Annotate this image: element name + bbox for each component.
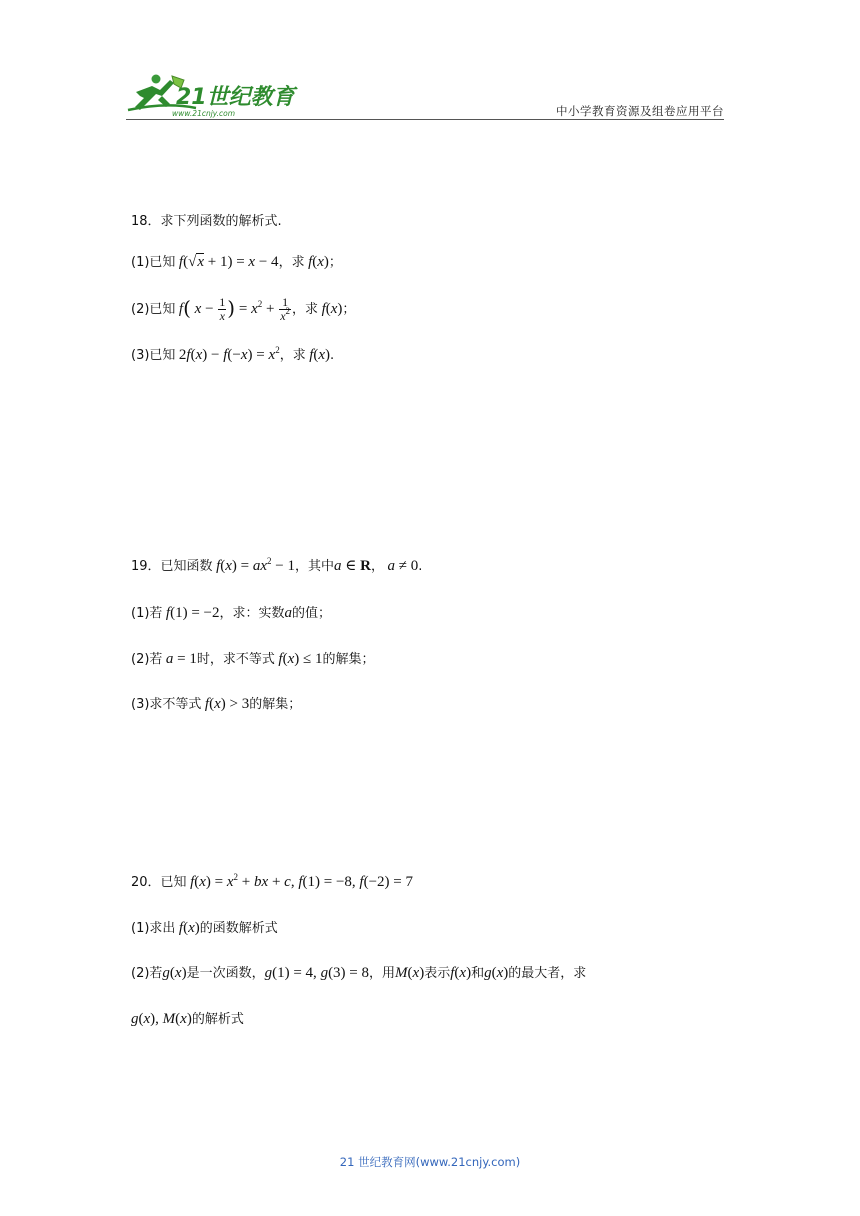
q18-stem: 18．求下列函数的解析式.: [131, 214, 282, 229]
formula: f(x): [308, 254, 329, 270]
formula: $f(x) = ax^2 - 1$: [216, 556, 296, 574]
q20-part2-cont: g(x), M(x)的解析式: [131, 1011, 244, 1027]
q19-part1: (1)若 f(1) = −2，求：实数a的值；: [131, 605, 332, 621]
logo-url: www.21cnjy.com: [172, 109, 236, 118]
logo-text: 21世纪教育: [176, 85, 295, 110]
q19-part2: (2)若 a = 1时，求不等式 f(x) ≤ 1的解集；: [131, 651, 375, 667]
formula: $f(x) = x^2$ + bx + c, f(1) = −8, f(−2) = 7: [190, 872, 414, 890]
logo-21cnjy: [126, 70, 306, 118]
formula: a ∈ R: [334, 558, 371, 574]
q20-part2: (2)若g(x)是一次函数，g(1) = 4, g(3) = 8，用M(x)表示f(x)和g(x)的最大者，求: [131, 965, 587, 981]
page-footer[interactable]: 21 世纪教育网(www.21cnjy.com): [339, 1155, 521, 1169]
formula: g(x): [484, 965, 509, 981]
q19-stem: 19．已知函数 $f(x) = ax^2 - 1$，其中a ∈ R， a ≠ 0.: [131, 556, 423, 574]
q18-part1: (1)已知 f(√x + 1) = x − 4，求 f(x)；: [131, 254, 342, 270]
formula: f(x) ≤ 1: [278, 651, 323, 667]
formula: g(x), M(x): [131, 1011, 192, 1027]
formula: g(x): [162, 965, 187, 981]
formula: g(1) = 4, g(3) = 8: [264, 965, 370, 981]
formula: a: [284, 605, 293, 621]
formula: $2f(x) - f(-x) = x^2$: [178, 345, 280, 363]
q20-part1: (1)求出 f(x)的函数解析式: [131, 920, 278, 936]
header-divider: [126, 119, 724, 120]
formula: f(√x + 1) = x − 4: [178, 254, 279, 270]
formula: M(x): [395, 965, 425, 981]
q19-part3: (3)求不等式 f(x) > 3的解集；: [131, 696, 302, 712]
formula: f(x): [178, 920, 200, 936]
formula: f(1) = −2: [165, 605, 220, 621]
formula: f(x): [450, 965, 472, 981]
q20-stem: 20．已知 $f(x) = x^2$ + bx + c, f(1) = −8, f(−2) = 7: [131, 872, 414, 890]
formula: f(x) > 3: [204, 696, 250, 712]
page-header: [126, 68, 724, 120]
header-platform-text: 中小学教育资源及组卷应用平台: [556, 104, 724, 118]
formula: a = 1: [165, 651, 197, 667]
formula: f(x): [309, 347, 331, 363]
formula: f(x): [321, 300, 343, 317]
formula: a ≠ 0: [387, 558, 419, 574]
formula: f( x − $\frac{1}{x}$ ) = $x^2$ + $\frac{1}{x^2}$: [178, 295, 291, 323]
q18-part2: (2)已知 f( x − $\frac{1}{x}$ ) = $x^2$ + $\frac{1}{x^2}$ ，求 f(x)；: [131, 295, 356, 323]
q18-part3: (3)已知 $2f(x) - f(-x) = x^2$，求 f(x).: [131, 345, 335, 363]
